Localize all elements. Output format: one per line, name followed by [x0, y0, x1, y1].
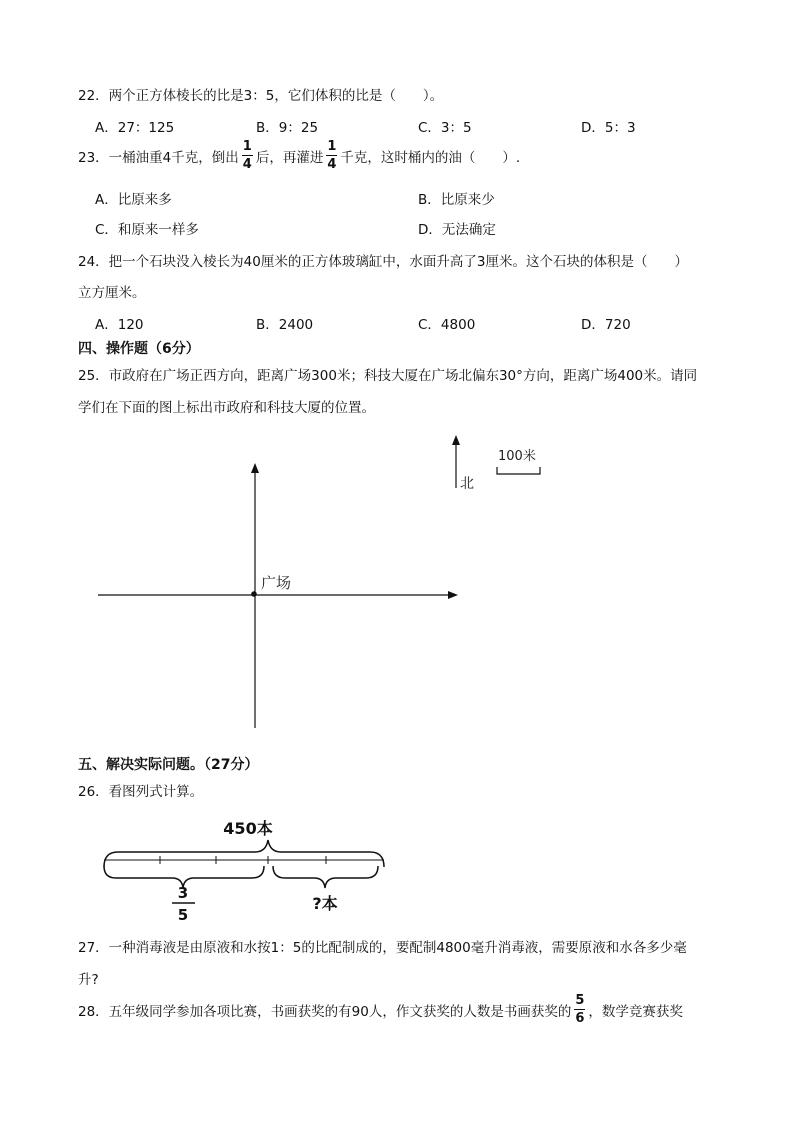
question-22-stem: 22．两个正方体棱长的比是3：5，它们体积的比是（ ）。 [78, 88, 444, 104]
origin-label: 广场 [261, 574, 292, 592]
question-27-line1: 27．一种消毒液是由原液和水按1：5的比配制成的，要配制4800毫升消毒液，需要原液和水各多少毫 [78, 940, 687, 956]
unknown-part-brace [273, 866, 378, 888]
question-25-line2: 学们在下面的图上标出市政府和科技大厦的位置。 [78, 400, 375, 416]
q28-stem-part-b: ，数学竞赛获奖 [588, 1003, 683, 1020]
q23-option-b[interactable]: B．比原来少 [418, 192, 495, 208]
question-24-stem-line1: 24．把一个石块没入棱长为40厘米的正方体玻璃缸中，水面升高了3厘米。这个石块的体积是（ ） [78, 254, 688, 270]
total-label: 450本 [223, 819, 273, 838]
q23-fraction-1-denominator: 4 [242, 157, 252, 172]
section-4-title: 四、操作题（6分） [78, 341, 200, 357]
q23-stem-part-a: 23．一桶油重4千克，倒出 [78, 149, 239, 166]
q24-option-d[interactable]: D．720 [581, 317, 631, 333]
q24-option-c[interactable]: C．4800 [418, 317, 476, 333]
q26-fraction-denominator: 5 [177, 906, 189, 924]
question-26-stem: 26．看图列式计算。 [78, 784, 204, 800]
q22-option-d[interactable]: D．5：3 [581, 120, 636, 136]
q24-option-a[interactable]: A．120 [95, 317, 144, 333]
q22-option-b[interactable]: B．9：25 [256, 120, 319, 136]
question-27-line2: 升? [78, 972, 99, 988]
q23-fraction-1-numerator: 1 [242, 139, 252, 154]
q28-fraction-denominator: 6 [575, 1011, 585, 1026]
q28-fraction-numerator: 5 [575, 993, 585, 1008]
q23-stem-part-b: 后，再灌进 [255, 149, 324, 166]
q24-option-b[interactable]: B．2400 [256, 317, 314, 333]
unknown-label: ?本 [312, 894, 338, 913]
fraction-bar [574, 1009, 585, 1010]
q23-option-a[interactable]: A．比原来多 [95, 192, 172, 208]
q23-option-c[interactable]: C．和原来一样多 [95, 222, 199, 238]
q23-fraction-2-denominator: 4 [327, 157, 337, 172]
question-28-stem [78, 994, 683, 1025]
q22-option-c[interactable]: C．3：5 [418, 120, 472, 136]
question-24-stem-line2: 立方厘米。 [78, 285, 146, 301]
q28-stem-part-a: 28．五年级同学参加各项比赛，书画获奖的有90人，作文获奖的人数是书画获奖的 [78, 1003, 572, 1020]
section-5-title: 五、解决实际问题。（27分） [78, 757, 259, 773]
q23-stem-part-c: 千克，这时桶内的油（ ）. [340, 149, 521, 166]
scale-label: 100米 [498, 449, 536, 464]
q28-fraction [574, 994, 585, 1025]
north-label: 北 [460, 476, 474, 492]
q26-fraction-numerator: 3 [177, 884, 189, 902]
q23-option-d[interactable]: D．无法确定 [418, 222, 496, 238]
q23-fraction-2-numerator: 1 [327, 139, 337, 154]
total-brace [104, 840, 384, 867]
question-25-line1: 25．市政府在广场正西方向，距离广场300米；科技大厦在广场北偏东30°方向，距离广场400米。请同 [78, 368, 698, 384]
q22-option-a[interactable]: A．27：125 [95, 120, 175, 136]
